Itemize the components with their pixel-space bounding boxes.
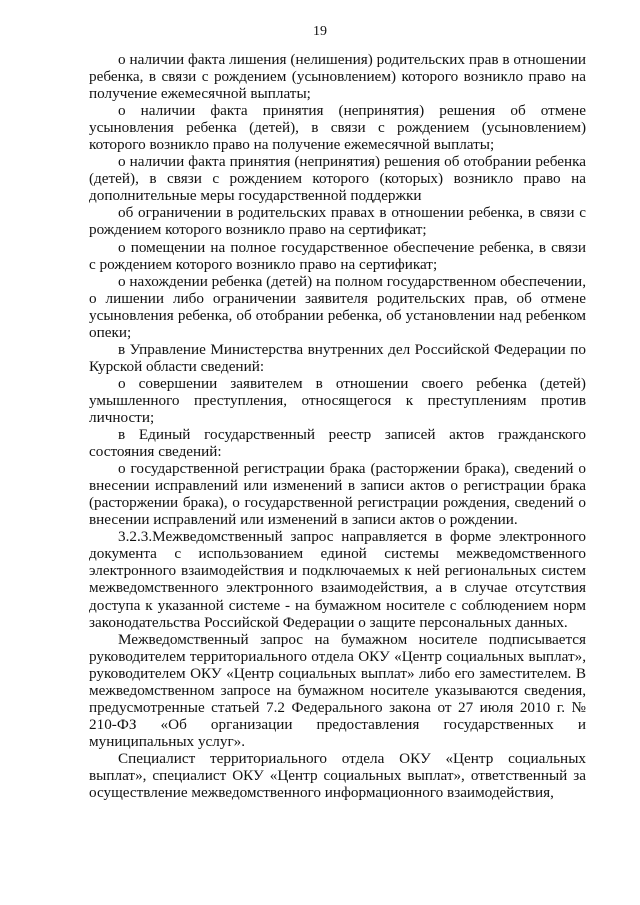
paragraph: Межведомственный запрос на бумажном носителе подписывается руководителем территориального отдела ОКУ «Центр социальных выплат», руководителем ОКУ «Центр социальных выплат» либо его заместителем. В межведомственном запросе на бумажном носителе указываются сведения, предусмотренные статьей 7.2 Федерального закона от 27 июля 2010 г. № 210-ФЗ «Об организации предоставления государственных и муниципальных услуг».: [89, 630, 586, 750]
paragraph: о совершении заявителем в отношении своего ребенка (детей) умышленного преступления, относящегося к преступлениям против личности;: [89, 374, 586, 426]
paragraph: об ограничении в родительских правах в отношении ребенка, в связи с рождением которого возникло право на сертификат;: [89, 204, 586, 239]
paragraph: Специалист территориального отдела ОКУ «Центр социальных выплат», специалист ОКУ «Центр социальных выплат», ответственный за осуществление межведомственного информационного взаимодействия,: [89, 749, 586, 802]
page-number: 19: [313, 24, 327, 39]
paragraph: в Единый государственный реестр записей актов гражданского состояния сведений:: [89, 426, 586, 461]
paragraph: в Управление Министерства внутренних дел Российской Федерации по Курской области сведений:: [89, 340, 586, 375]
paragraph: 3.2.3.Межведомственный запрос направляется в форме электронного документа с использованием единой системы межведомственного электронного взаимодействия и подключаемых к ней региональных систем межведомственного электронного взаимодействия, а в случае отсутствия доступа к указанной системе - на бумажном носителе с соблюдением норм законодательства Российской Федерации о защите персональных данных.: [89, 528, 586, 631]
paragraph: о государственной регистрации брака (расторжении брака), сведений о внесении исправлений или изменений в записи актов о регистрации брака (расторжении брака), о государственной регистрации рождения, сведений о внесении исправлений или изменений в записи актов о рождении.: [89, 460, 586, 529]
paragraph: о помещении на полное государственное обеспечение ребенка, в связи с рождением которого возникло право на сертификат;: [89, 238, 586, 273]
paragraph: о наличии факта принятия (непринятия) решения об отобрании ребенка (детей), в связи с рождением которого (которых) возникло право на дополнительные меры государственной поддержки: [89, 153, 586, 205]
body-text: [89, 51, 586, 801]
paragraph: о наличии факта принятия (непринятия) решения об отмене усыновления ребенка (детей), в связи с рождением (усыновлением) которого возникло право на получение ежемесячной выплаты;: [89, 102, 586, 154]
paragraph: о наличии факта лишения (нелишения) родительских прав в отношении ребенка, в связи с рождением (усыновлением) которого возникло право на получение ежемесячной выплаты;: [89, 51, 586, 103]
paragraph: о нахождении ребенка (детей) на полном государственном обеспечении, о лишении либо ограничении заявителя родительских прав, об отмене усыновления ребенка, об отобрании ребенка, об установлении над ребенком опеки;: [89, 272, 586, 341]
